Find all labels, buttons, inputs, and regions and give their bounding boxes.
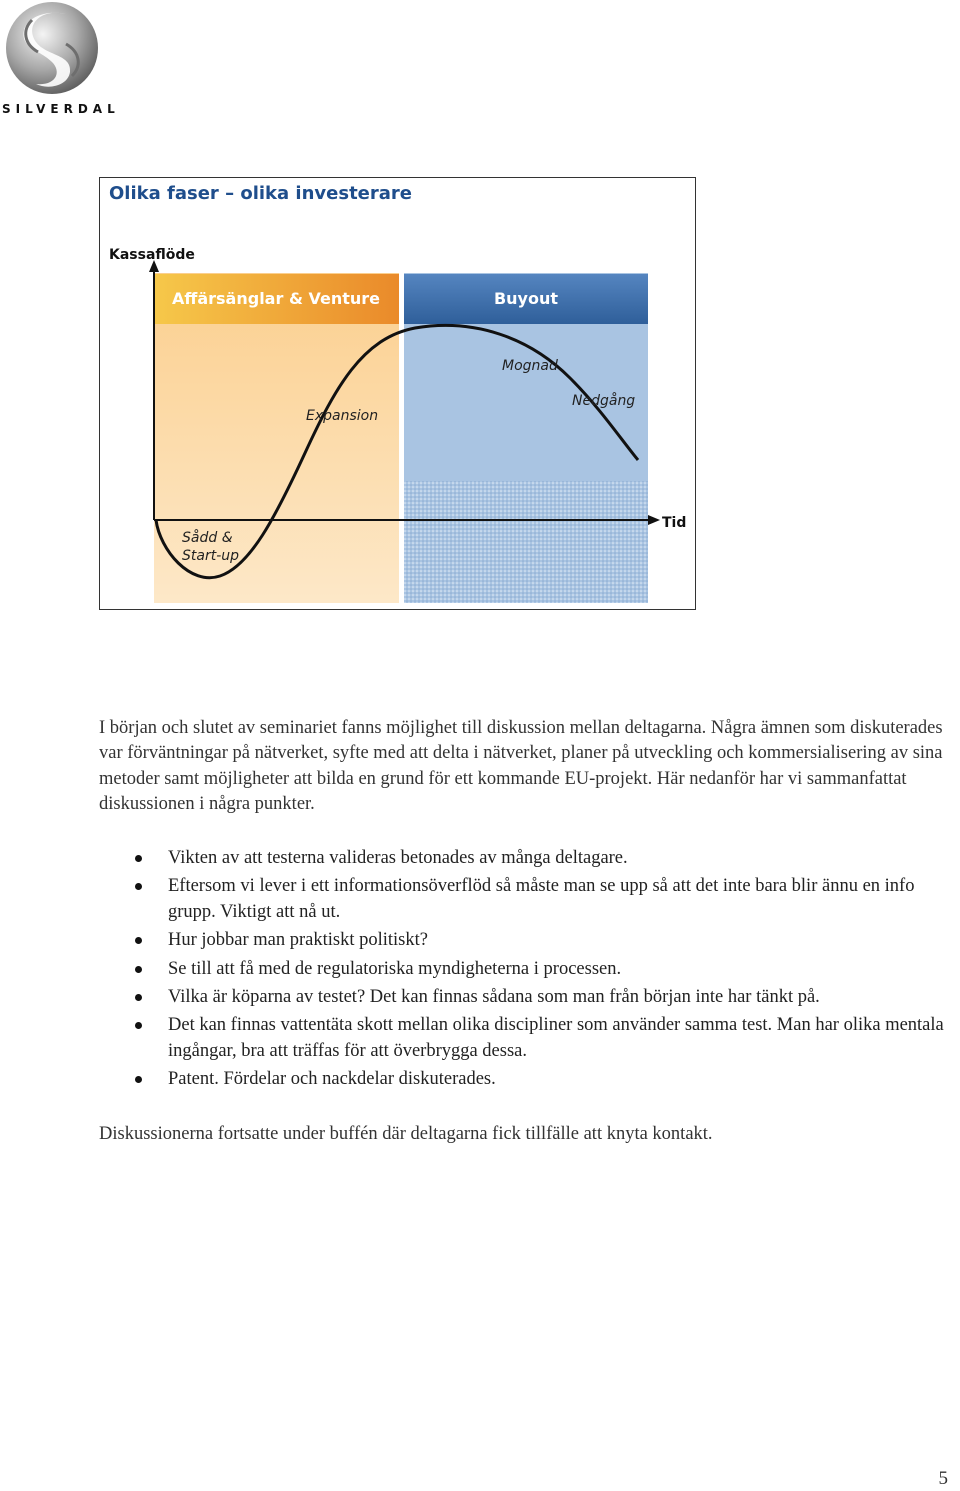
- phase-nedgang-label: Nedgång: [572, 393, 636, 409]
- buyout-phase-pattern: [404, 481, 648, 603]
- phase-mognad-label: Mognad: [502, 358, 558, 374]
- bullet-icon: [135, 1076, 142, 1083]
- phase-startup-label: Start-up: [182, 548, 240, 564]
- silverdal-s-logo-icon: [2, 0, 102, 98]
- bullet-icon: [135, 1022, 142, 1029]
- bullet-icon: [135, 937, 142, 944]
- list-item: Vilka är köparna av testet? Det kan finnas sådana som man från början inte har tänkt på.: [99, 985, 954, 1010]
- logo: [0, 0, 120, 120]
- venture-banner-label: Affärsänglar & Venture: [172, 289, 380, 308]
- bullet-icon: [135, 994, 142, 1001]
- closing-paragraph: Diskussionerna fortsatte under buffén där deltagarna fick tillfälle att knyta kontakt.: [99, 1124, 713, 1144]
- discussion-bullet-list: [99, 846, 954, 1096]
- phase-expansion-label: Expansion: [306, 408, 379, 424]
- logo-wordmark: SILVERDAL: [2, 102, 120, 116]
- intro-paragraph: I början och slutet av seminariet fanns möjlighet till diskussion mellan deltagarna. Några ämnen som diskuterades var förväntningar på nätverket, syfte med att delta i nätverket, planer på utveckling och kommersialisering av sina metoder samt möjligheter att bilda en grund för ett kommande EU-projekt. Här nedanför har vi sammanfattat diskussionen i några punkter.: [99, 718, 943, 814]
- investor-phases-figure: [99, 177, 696, 610]
- bullet-icon: [135, 966, 142, 973]
- list-item: Se till att få med de regulatoriska myndigheterna i processen.: [99, 957, 954, 982]
- buyout-banner-label: Buyout: [493, 289, 559, 308]
- list-item: Hur jobbar man praktiskt politiskt?: [99, 928, 954, 953]
- x-axis-arrow: [648, 515, 660, 525]
- x-axis-label: Tid: [662, 515, 687, 531]
- list-item: Det kan finnas vattentäta skott mellan olika discipliner som använder samma test. Man har olika mentala ingångar, bra att träffas för att överbrygga dessa.: [99, 1013, 954, 1064]
- bullet-icon: [135, 883, 142, 890]
- list-item: Vikten av att testerna valideras betonades av många deltagare.: [99, 846, 954, 871]
- bullet-icon: [135, 855, 142, 862]
- figure-title: Olika faser – olika investerare: [109, 183, 412, 204]
- list-item: Patent. Fördelar och nackdelar diskuterades.: [99, 1067, 954, 1092]
- page-number: 5: [938, 1468, 948, 1489]
- phase-seed-label: Sådd &: [182, 530, 233, 546]
- list-item: Eftersom vi lever i ett informationsöverflöd så måste man se upp så att det inte bara blir ännu en info grupp. Viktigt att nå ut.: [99, 874, 954, 925]
- y-axis-label: Kassaflöde: [109, 247, 195, 263]
